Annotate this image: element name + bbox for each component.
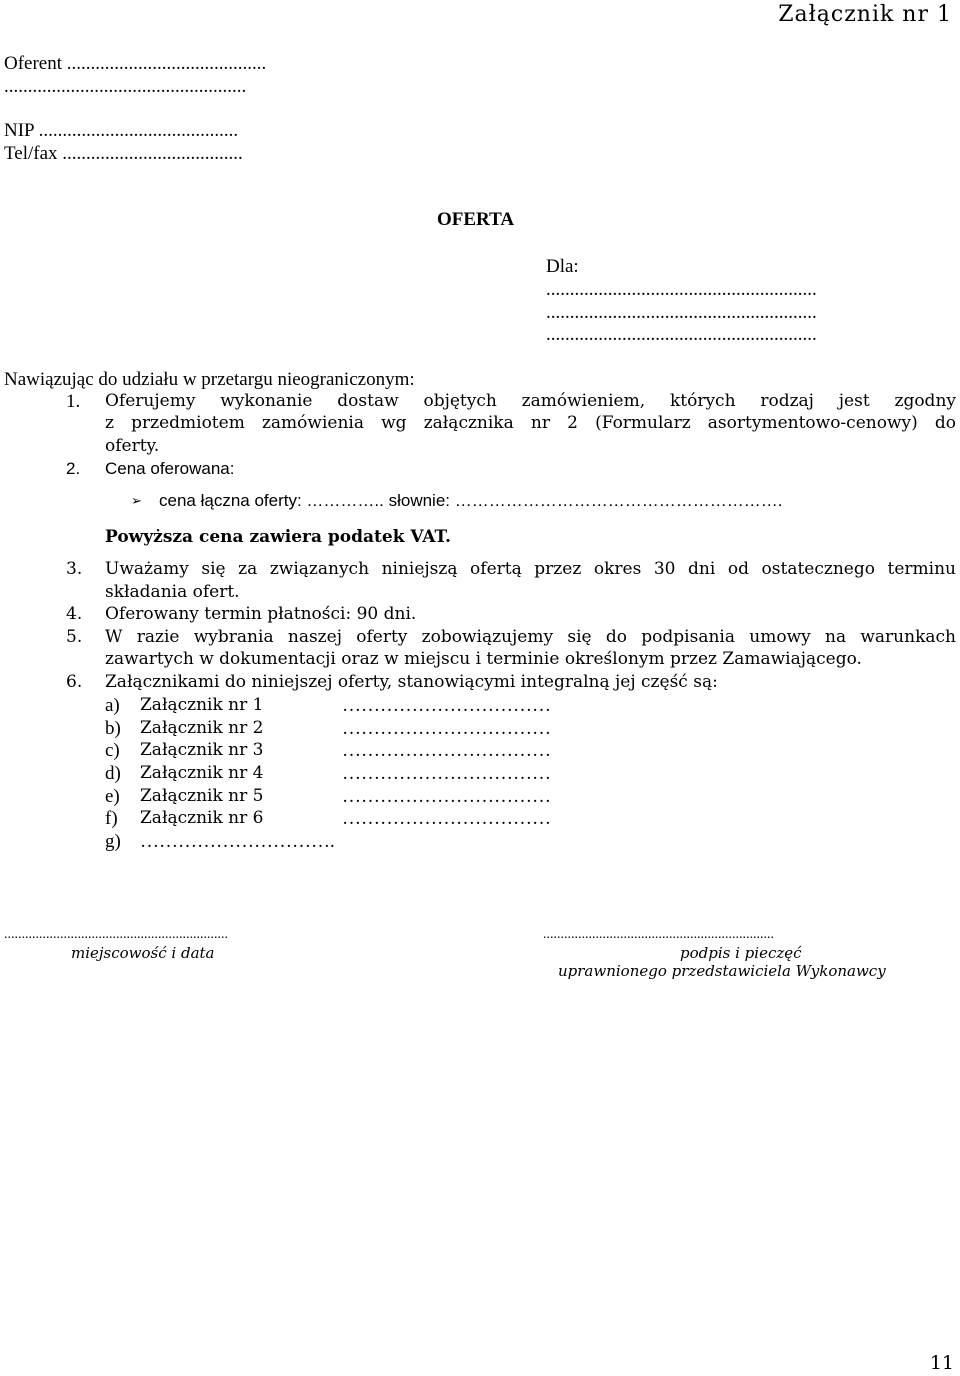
list-item-dots: …………………………… [342, 695, 551, 716]
signature-sublabel: uprawnionego przedstawiciela Wykonawcy [558, 962, 886, 980]
list-item-dots: …………………………… [342, 763, 551, 784]
list-item-label: Załącznik nr 5 [140, 786, 264, 806]
item-number: 1. [66, 391, 81, 412]
list-item-label: Załącznik nr 6 [140, 808, 264, 828]
list-item-letter: g) [105, 831, 121, 852]
list-item-dots: …………………………… [342, 808, 551, 829]
item-5-line-2: zawartych w dokumentacji oraz w miejscu i terminie określonym przez Zamawiającego. [105, 649, 862, 669]
list-item-letter: f) [105, 808, 118, 829]
intro-text: Nawiązując do udziału w przetargu nieograniczonym: [4, 369, 415, 390]
list-item-letter: a) [105, 695, 120, 716]
attachment-header: Załącznik nr 1 [778, 2, 952, 27]
telfax-line: Tel/fax ...................................... [4, 143, 243, 164]
item-number: 4. [66, 604, 83, 624]
item-number: 2. [66, 459, 81, 478]
offeror-line-2: ................................................... [4, 76, 247, 97]
item-1-line-2: z przedmiotem zamówienia wg załącznika nr 2 (Formularz asortymentowo-cenowy) do [105, 413, 956, 433]
list-item-label: Załącznik nr 4 [140, 763, 264, 783]
arrow-bullet-icon: ➢ [131, 494, 142, 509]
item-1-line-1: Oferujemy wykonanie dostaw objętych zamówieniem, których rodzaj jest zgodny [105, 391, 956, 411]
list-item-letter: e) [105, 786, 120, 807]
recipient-line-1: ......................................................... [546, 279, 817, 300]
price-heading: Cena oferowana: [105, 459, 235, 478]
list-item-letter: b) [105, 718, 121, 739]
payment-term: Oferowany termin płatności: 90 dni. [105, 604, 417, 624]
nip-line: NIP .......................................... [4, 120, 239, 141]
list-item-letter: c) [105, 740, 120, 761]
item-3-line-2: składania ofert. [105, 582, 240, 602]
item-3-line-1: Uważamy się za związanych niniejszą ofertą przez okres 30 dni od ostatecznego terminu [105, 559, 956, 579]
total-price-line: cena łączna oferty: ………….. słownie: …………………………………………………. [159, 491, 783, 510]
place-date-dots: ................................................................ [4, 927, 228, 942]
list-item-label: …………………………. [140, 831, 335, 852]
signature-label: podpis i pieczęć [680, 944, 802, 962]
attachments-heading: Załącznikami do niniejszej oferty, stanowiącymi integralną jej część są: [105, 672, 718, 692]
item-number: 3. [66, 559, 83, 579]
offeror-line: Oferent .......................................... [4, 53, 267, 74]
page-number: 11 [929, 1352, 954, 1374]
recipient-line-2: ......................................................... [546, 302, 817, 323]
list-item-label: Załącznik nr 1 [140, 695, 264, 715]
item-5-line-1: W razie wybrania naszej oferty zobowiązujemy się do podpisania umowy na warunkach [105, 627, 956, 647]
recipient-label: Dla: [546, 256, 579, 277]
document-title: OFERTA [437, 209, 515, 230]
list-item-dots: …………………………… [342, 740, 551, 761]
recipient-line-3: ......................................................... [546, 324, 817, 345]
list-item-dots: …………………………… [342, 786, 551, 807]
list-item-letter: d) [105, 763, 121, 784]
signature-dots: .................................................................. [543, 927, 774, 942]
item-1-line-3: oferty. [105, 436, 160, 456]
list-item-dots: …………………………… [342, 718, 551, 739]
list-item-label: Załącznik nr 3 [140, 740, 264, 760]
item-number: 6. [66, 672, 83, 692]
item-number: 5. [66, 627, 83, 647]
place-date-label: miejscowość i data [71, 944, 215, 962]
list-item-label: Załącznik nr 2 [140, 718, 264, 738]
vat-note: Powyższa cena zawiera podatek VAT. [105, 527, 451, 547]
